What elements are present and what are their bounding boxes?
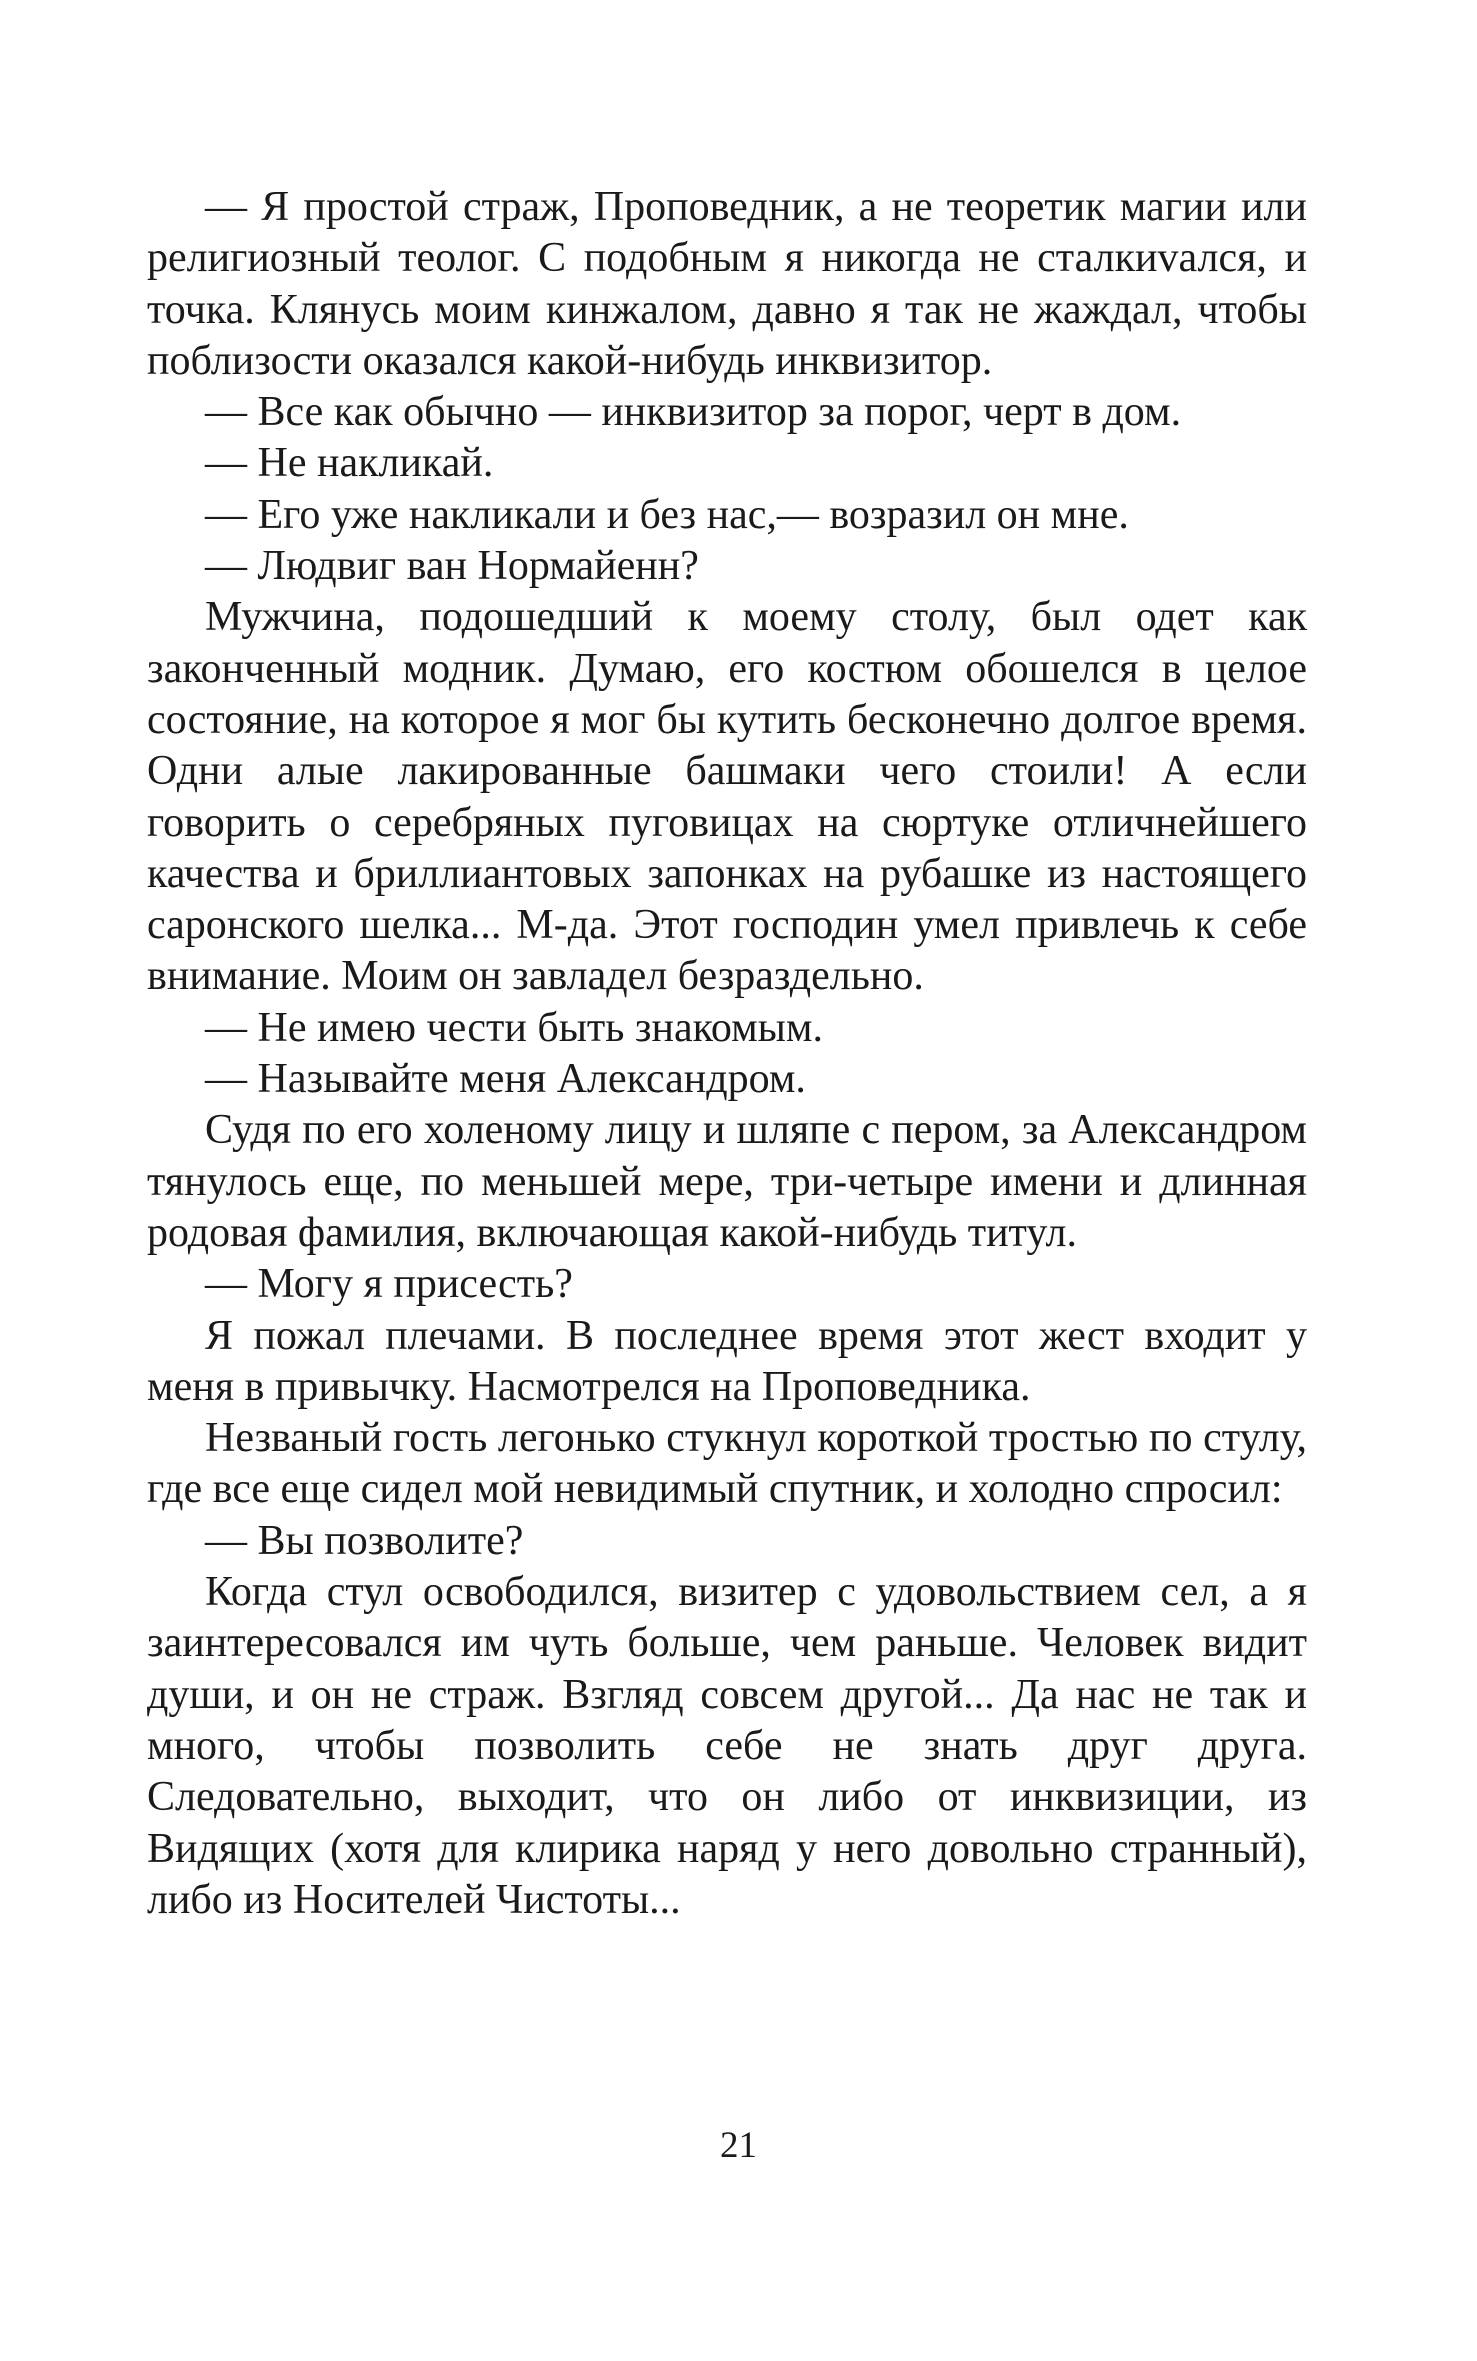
paragraph: Мужчина, подошедший к моему столу, был одет как законченный модник. Думаю, его костюм обошелся в целое состояние, на которое я мог бы кутить бесконечно долгое время. Одни алые лакированные башмаки чего стоили! А если говорить о серебряных пуговицах на сюртуке отличнейшего качества и бриллиантовых запонках на рубашке из настоящего саронского шелка... М-да. Этот господин умел привлечь к себе внимание. Моим он завладел безраздельно. [147,594,1307,1000]
paragraph: — Вы позволите? [205,1517,524,1564]
paragraph: — Не накликай. [205,440,494,487]
page-number: 21 [720,2125,757,2166]
paragraph: Незваный гость легонько стукнул короткой тростью по стулу, где все еще сидел мой невидимый спутник, и холодно спросил: [147,1415,1307,1513]
paragraph: — Не имею чести быть знакомым. [205,1004,823,1051]
paragraph: Когда стул освободился, визитер с удовольствием сел, а я заинтересовался им чуть больше, чем раньше. Человек видит души, и он не страж. Взгляд совсем другой... Да нас не так и много, чтобы позволить себе не знать друг друга. Следовательно, выходит, что он либо от инквизиции, из Видящих (хотя для клирика наряд у него довольно странный), либо из Носителей Чистоты... [147,1569,1307,1923]
paragraph: — Людвиг ван Нормайенн? [205,543,699,590]
paragraph: — Могу я присесть? [205,1261,573,1308]
paragraph: — Я простой страж, Проповедник, а не теоретик магии или религиозный теолог. С подобным я никогда не сталкиvался, и точка. Клянусь моим кинжалом, давно я так не жаждал, чтобы поблизости оказался какой-нибудь инквизитор. [147,184,1307,384]
paragraph: — Все как обычно — инквизитор за порог, черт в дом. [205,389,1182,436]
body-text [147,182,1307,1926]
paragraph: — Его уже накликали и без нас,— возразил он мне. [205,491,1129,538]
paragraph: Судя по его холеному лицу и шляпе с пером, за Александром тянулось еще, по меньшей мере, три-четыре имени и длинная родовая фамилия, включающая какой-нибудь титул. [147,1107,1307,1256]
paragraph: Я пожал плечами. В последнее время этот жест входит у меня в привычку. Насмотрелся на Проповедника. [147,1312,1307,1410]
paragraph: — Называйте меня Александром. [205,1056,806,1103]
